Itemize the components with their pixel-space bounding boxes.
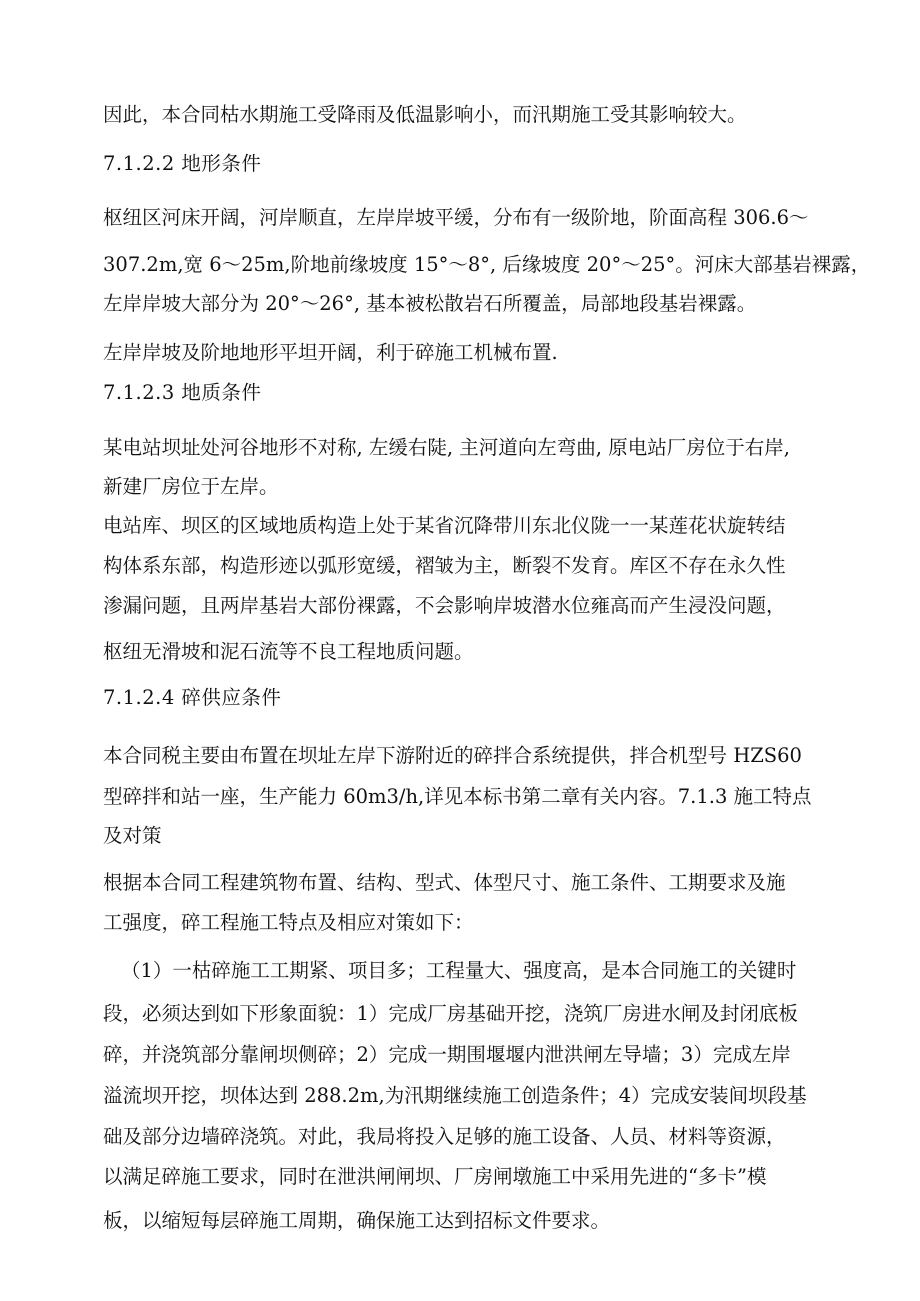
- paragraph-geology-line-4: 构体系东部，构造形迹以弧形宽缓，褶皱为主，断裂不发育。库区不存在永久性: [103, 554, 786, 577]
- paragraph-geology-line-3: 电站库、坝区的区域地质构造上处于某省沉降带川东北仪陇一一某莲花状旋转结: [103, 514, 786, 537]
- paragraph-geology-line-6: 枢纽无滑坡和泥石流等不良工程地质问题。: [103, 640, 474, 663]
- paragraph-measures-line-1: 根据本合同工程建筑物布置、结构、型式、体型尺寸、施工条件、工期要求及施: [103, 871, 786, 894]
- list-item-1-line-2: 段，必须达到如下形象面貌：1）完成厂房基础开挖，浇筑厂房进水闸及封闭底板: [103, 1002, 798, 1025]
- paragraph-geology-line-2: 新建厂房位于左岸。: [103, 475, 279, 498]
- paragraph-geology-line-1: 某电站坝址处河谷地形不对称, 左缓右陡, 主河道向左弯曲, 原电站厂房位于右岸,: [103, 436, 790, 459]
- section-heading-7-1-2-2: 7.1.2.2 地形条件: [103, 152, 262, 175]
- list-item-1-line-4: 溢流坝开挖，坝体达到 288.2m,为汛期继续施工创造条件；4）完成安装间坝段基: [103, 1084, 807, 1107]
- paragraph-measures-line-2: 工强度，碎工程施工特点及相应对策如下：: [103, 911, 474, 934]
- paragraph-terrain-line-1: 枢纽区河床开阔，河岸顺直，左岸岸坡平缓，分布有一级阶地，阶面高程 306.6～: [103, 206, 809, 229]
- paragraph-intro-line: 因此，本合同枯水期施工受降雨及低温影响小，而汛期施工受其影响较大。: [103, 103, 747, 126]
- paragraph-supply-line-1: 本合同税主要由布置在坝址左岸下游附近的碎拌合系统提供，拌合机型号 HZS60: [103, 744, 802, 767]
- paragraph-geology-line-5: 渗漏问题，且两岸基岩大部份裸露，不会影响岸坡潜水位雍高而产生浸没问题，: [103, 594, 786, 617]
- paragraph-supply-line-3: 及对策: [103, 824, 162, 847]
- list-item-1-line-1: （1）一枯碎施工工期紧、项目多；工程量大、强度高，是本合同施工的关键时: [121, 959, 797, 982]
- list-item-1-line-7: 板，以缩短每层碎施工周期，确保施工达到招标文件要求。: [103, 1209, 611, 1232]
- paragraph-terrain-line-4: 左岸岸坡及阶地地形平坦开阔，利于碎施工机械布置.: [103, 341, 558, 364]
- paragraph-supply-line-2: 型碎拌和站一座，生产能力 60m3/h,详见本标书第二章有关内容。7.1.3 施工特点: [103, 785, 812, 808]
- list-item-1-line-3: 碎，并浇筑部分靠闸坝侧碎；2）完成一期围堰堰内泄洪闸左导墙；3）完成左岸: [103, 1043, 791, 1066]
- list-item-1-line-5: 础及部分边墙碎浇筑。对此，我局将投入足够的施工设备、人员、材料等资源，: [103, 1125, 786, 1148]
- paragraph-terrain-line-3: 左岸岸坡大部分为 20°～26°, 基本被松散岩石所覆盖，局部地段基岩裸露。: [103, 292, 757, 315]
- list-item-1-line-6: 以满足碎施工要求，同时在泄洪闸闸坝、厂房闸墩施工中采用先进的“多卡”模: [103, 1165, 767, 1188]
- section-heading-7-1-2-3: 7.1.2.3 地质条件: [103, 381, 262, 404]
- paragraph-terrain-line-2: 307.2m,宽 6～25m,阶地前缘坡度 15°～8°, 后缘坡度 20°～25°。河床大部基岩裸露，: [103, 253, 871, 276]
- section-heading-7-1-2-4: 7.1.2.4 碎供应条件: [103, 686, 282, 709]
